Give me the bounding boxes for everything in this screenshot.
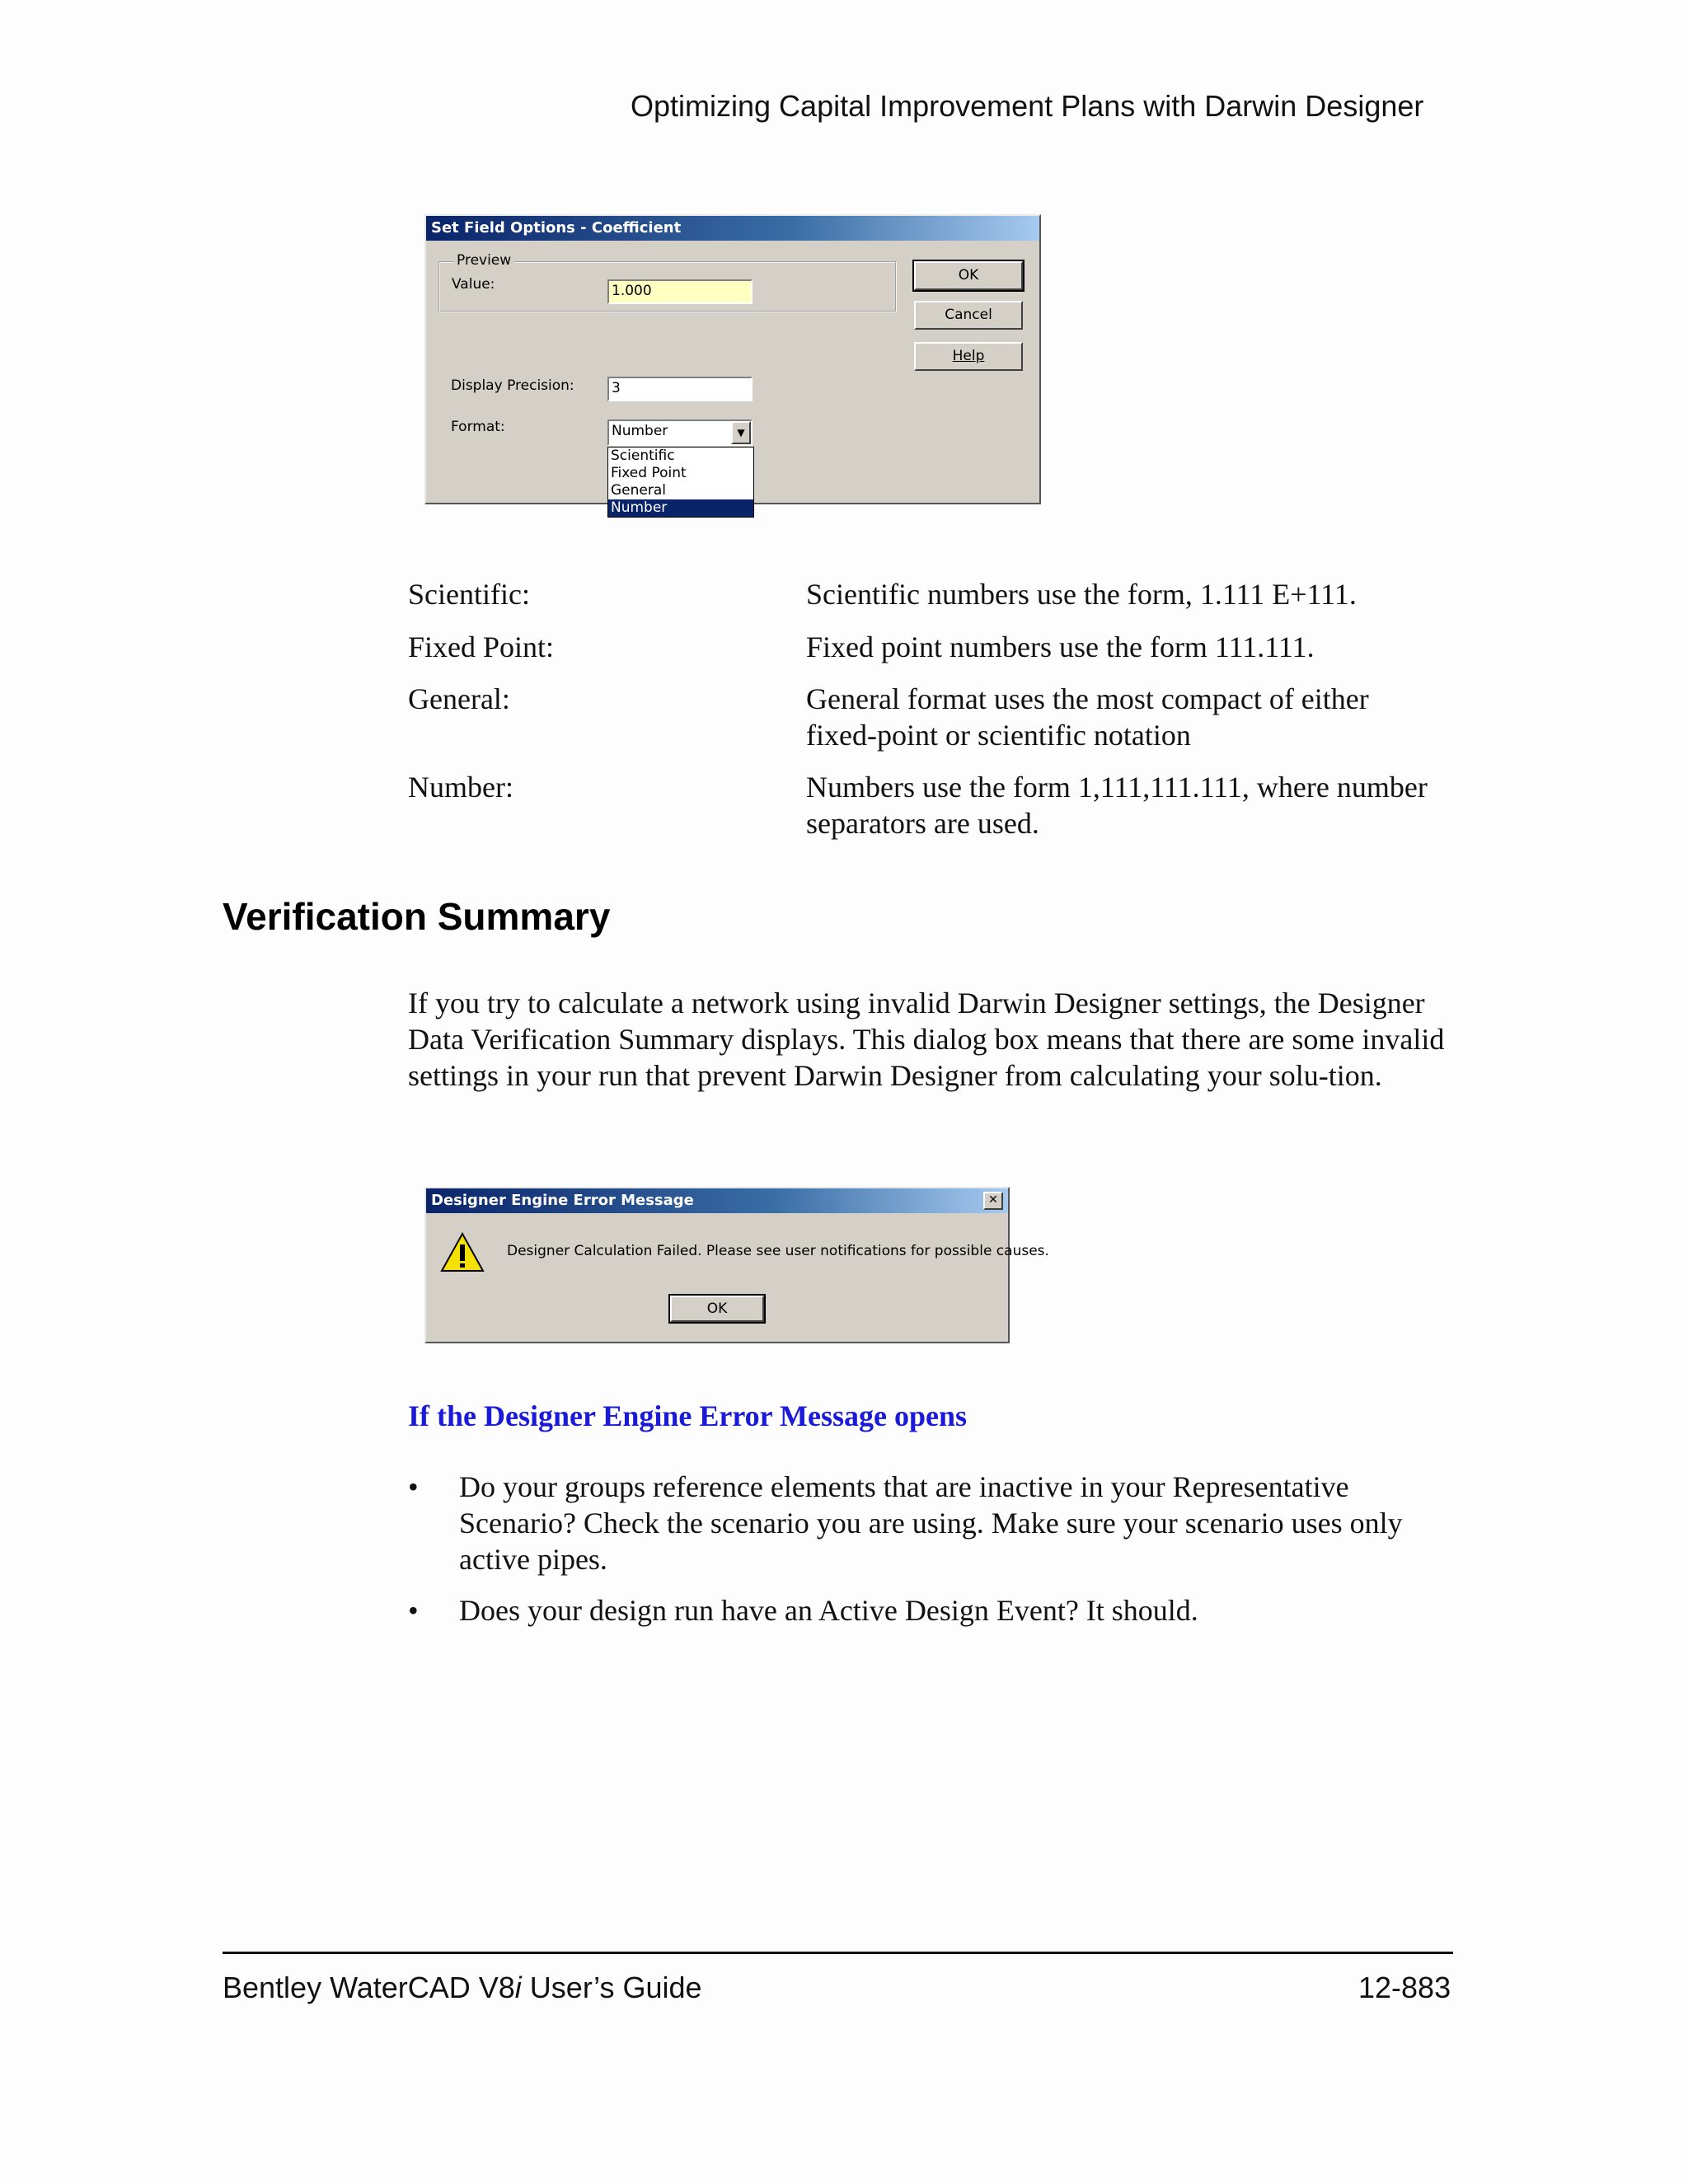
page-number: 12-883 [1358, 1971, 1451, 2004]
format-select[interactable] [607, 419, 753, 446]
format-option-fixed-point[interactable]: Fixed Point [611, 465, 687, 481]
dialog-title-bar: Set Field Options - Coefficient [426, 216, 1039, 241]
footer-product-title [223, 1971, 702, 2005]
definition-term: Scientific: [408, 578, 530, 611]
format-option-general[interactable]: General [611, 482, 666, 499]
error-message-text: Designer Calculation Failed. Please see user notifications for possible causes. [507, 1243, 1049, 1259]
footer-product: Bentley WaterCAD V8 [223, 1971, 515, 2004]
set-field-options-dialog [424, 214, 1041, 516]
definition-description: Fixed point numbers use the form 111.111. [806, 630, 1315, 663]
preview-group-label: Preview [453, 252, 514, 269]
bullet-text: Do your groups reference elements that are inactive in your Representative Scenario? Check the scenario you are using. Make sure your scenario uses only active pipes. [459, 1470, 1403, 1576]
footer-product-italic: i [514, 1971, 522, 2004]
format-label: Format: [451, 419, 505, 435]
help-button[interactable]: Help [914, 342, 1023, 371]
value-field[interactable]: 1.000 [607, 279, 753, 304]
format-option-scientific[interactable]: Scientific [611, 448, 675, 464]
ok-button[interactable]: OK [670, 1296, 764, 1322]
format-option-number[interactable]: Number [608, 499, 753, 517]
cancel-button[interactable]: Cancel [914, 301, 1023, 330]
bullet-symbol: • [408, 1470, 419, 1503]
bullet-text: Does your design run have an Active Design Event? It should. [459, 1594, 1198, 1627]
format-dropdown-list [607, 447, 754, 518]
definition-description: Scientific numbers use the form, 1.111 E+111. [806, 578, 1357, 611]
format-selected-value: Number [612, 423, 668, 439]
definition-description: Numbers use the form 1,111,111.111, where number separators are used. [806, 771, 1428, 840]
preview-groupbox [438, 252, 897, 312]
dialog-title-bar: Designer Engine Error Message [426, 1188, 1008, 1213]
footer-guide: User’s Guide [521, 1971, 702, 2004]
close-icon[interactable]: ✕ [983, 1192, 1003, 1210]
section-heading: Verification Summary [223, 895, 611, 938]
display-precision-field[interactable]: 3 [607, 377, 753, 401]
designer-engine-error-dialog [424, 1187, 1049, 1343]
chevron-down-icon[interactable]: ▼ [731, 421, 751, 444]
definition-term: Number: [408, 771, 513, 804]
procedure-heading: If the Designer Engine Error Message opens [408, 1399, 967, 1432]
value-label: Value: [452, 276, 495, 293]
footer-divider [223, 1952, 1453, 1954]
running-header: Optimizing Capital Improvement Plans with Darwin Designer [631, 89, 1424, 123]
definition-term: Fixed Point: [408, 630, 555, 663]
warning-icon [439, 1231, 485, 1274]
bullet-symbol: • [408, 1594, 419, 1627]
definition-term: General: [408, 682, 510, 715]
ok-button[interactable]: OK [914, 261, 1023, 290]
definition-description: General format uses the most compact of either fixed-point or scientific notation [806, 682, 1369, 752]
body-paragraph: If you try to calculate a network using invalid Darwin Designer settings, the Designer Data Verification Summary displays. This dialog box means that there are some invalid settings in your run that prevent Darwin Designer from calculating your solu-tion. [408, 987, 1445, 1092]
display-precision-label: Display Precision: [451, 377, 574, 394]
